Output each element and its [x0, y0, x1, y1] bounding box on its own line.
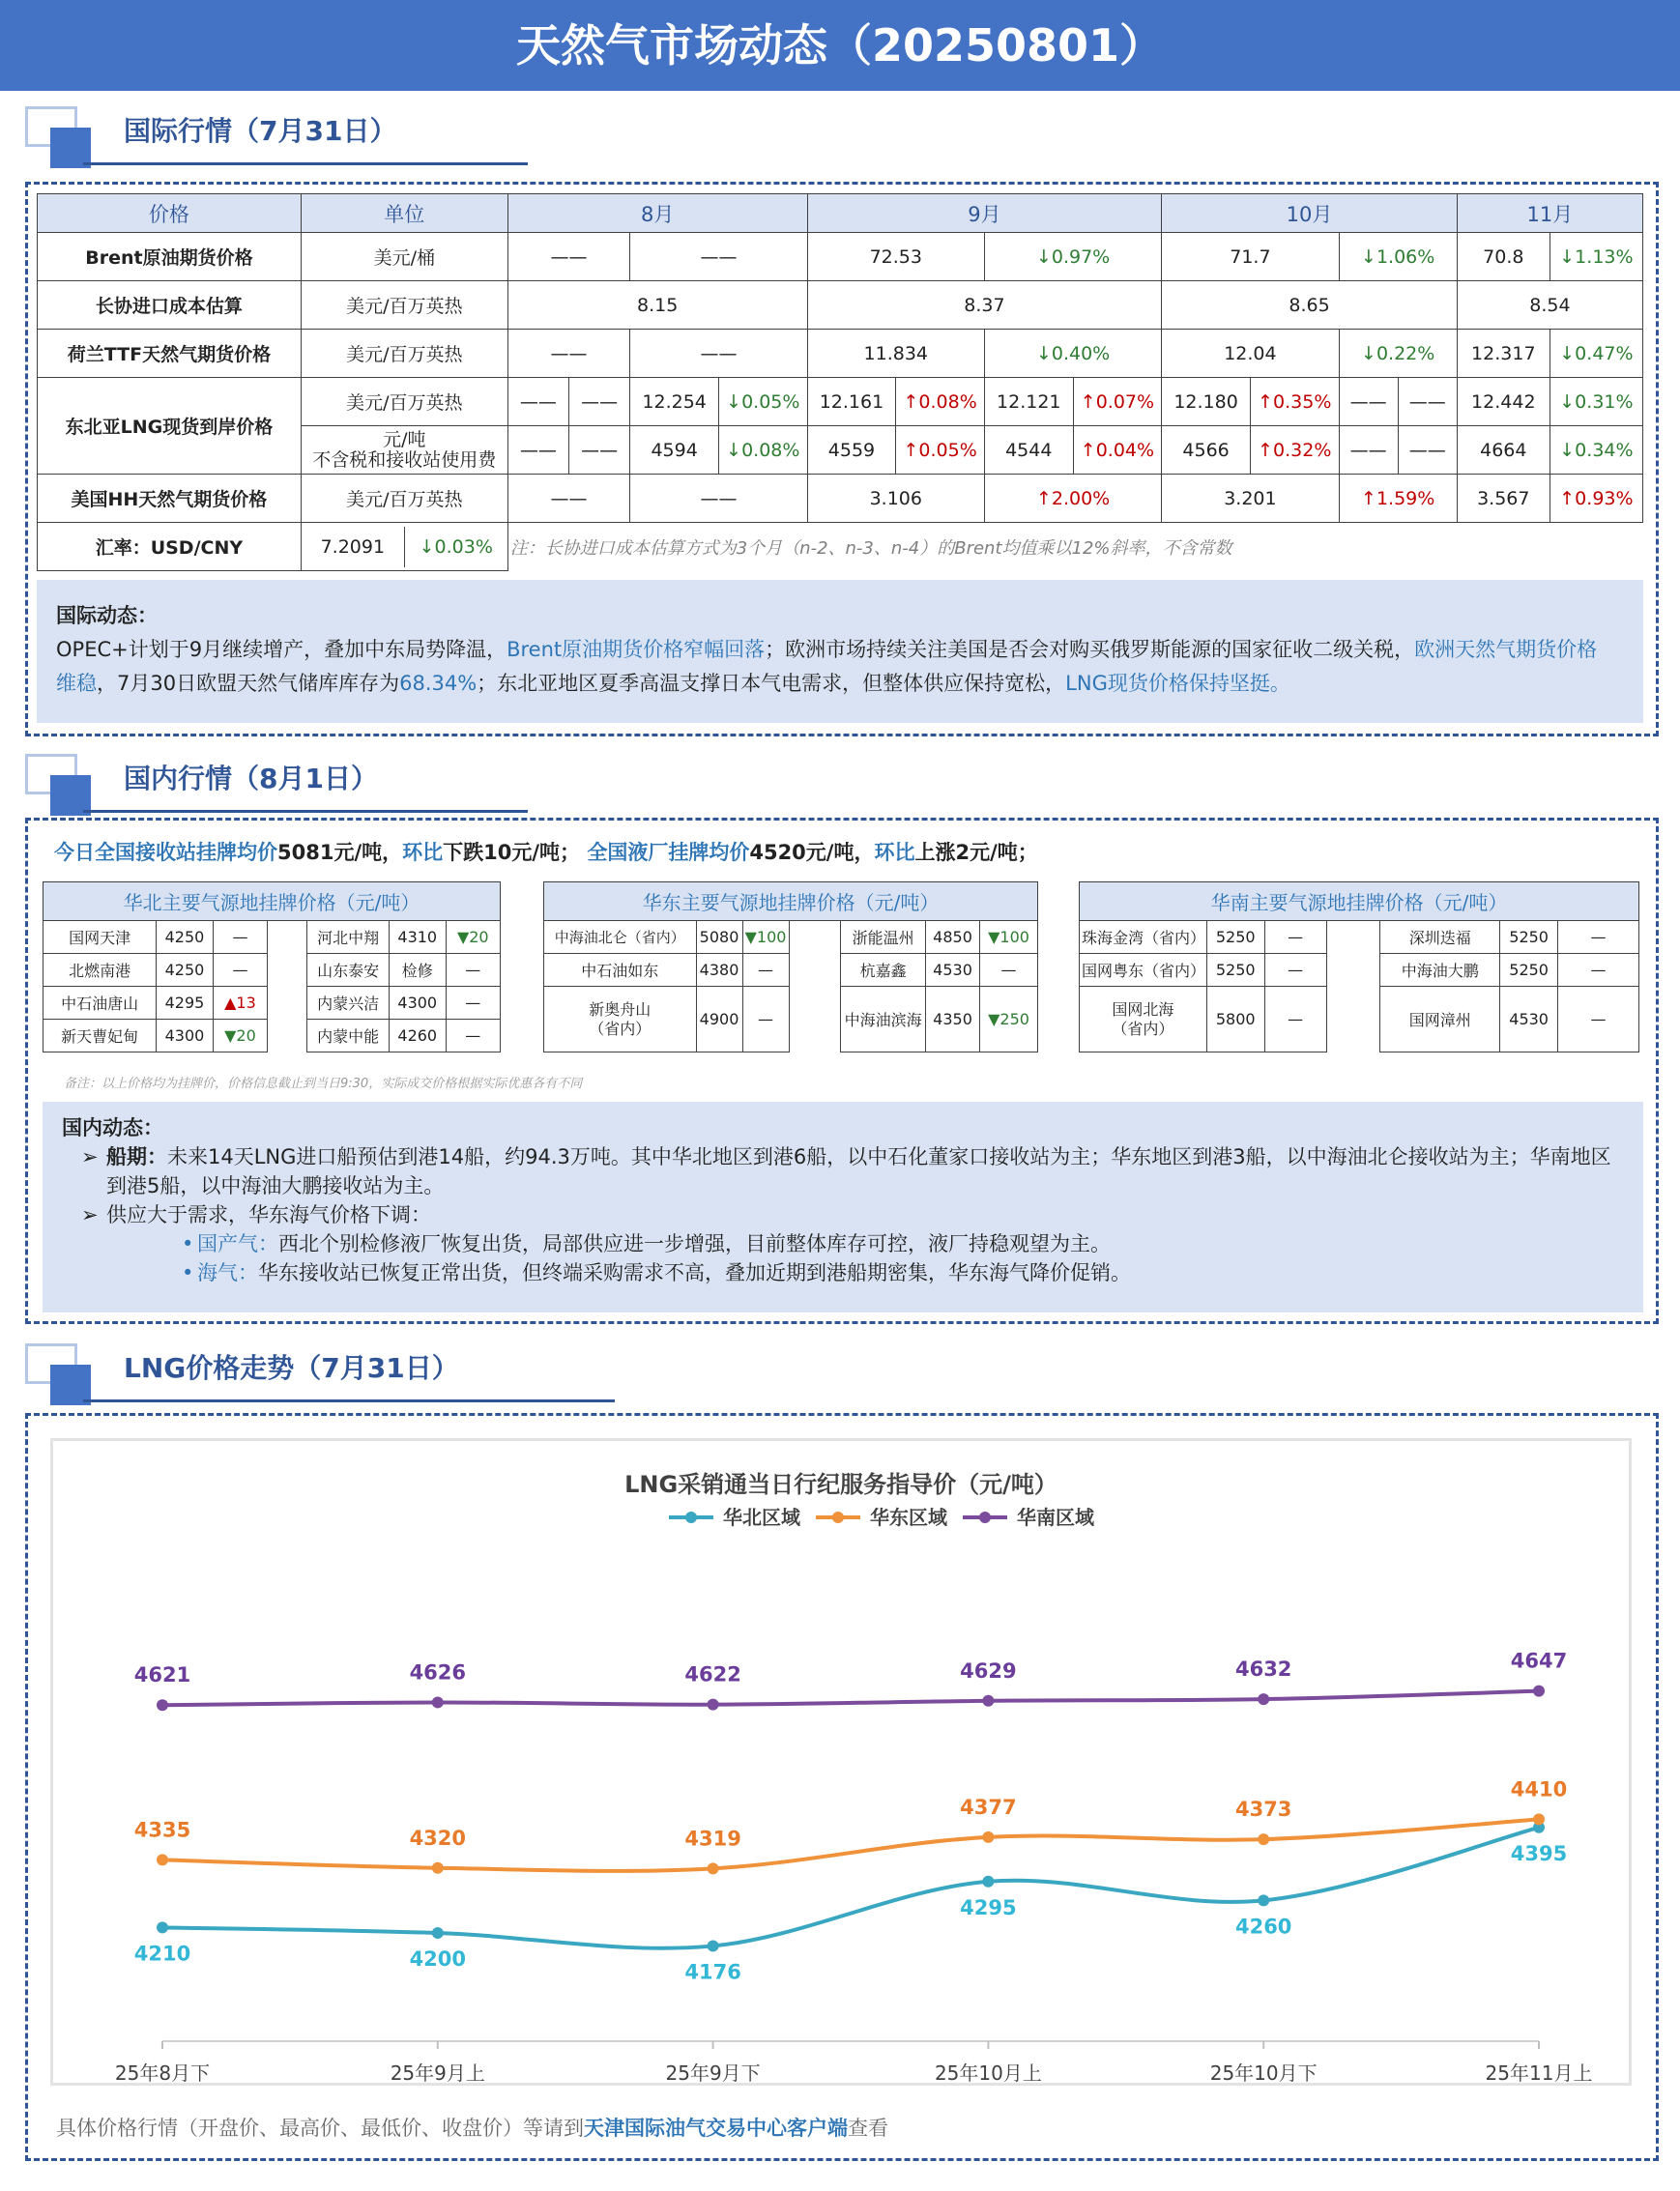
intl-note: 注：长协进口成本估算方式为3个月（n-2、n-3、n-4）的Brent均值乘以12%斜率，不含常数: [509, 537, 1232, 559]
table-row: 北燃南港 4250 — 山东泰安 检修 —: [43, 954, 501, 987]
data-point: [432, 1862, 444, 1874]
legend-marker: [979, 1512, 991, 1523]
th-nov: 11月: [1457, 194, 1642, 233]
intl-price-table: [37, 193, 1643, 571]
table-row: 珠海金湾（省内） 5250 — 深圳迭福 5250 —: [1080, 921, 1639, 954]
row-lng-ne-usd: 东北亚LNG现货到岸价格 美元/百万英热 —— —— 12.254 ↓0.05% 12.161 ↑0.08% 12.121 ↑0.07% 12.180 ↑0.35% —— —— 12.442 ↓0.31%: [38, 378, 1643, 426]
row-lng-ne-cny: 元/吨 不含税和接收站使用费 —— —— 4594 ↓0.08% 4559 ↑0.05% 4544 ↑0.04% 4566 ↑0.32% —— —— 4664 ↓0.34%: [38, 426, 1643, 475]
table-row: 国网天津 4250 — 河北中翔 4310 ▼20: [43, 921, 501, 954]
data-label: 4320: [409, 1826, 467, 1850]
data-label: 4629: [960, 1658, 1017, 1683]
data-label: 4632: [1234, 1658, 1292, 1682]
row-ttf: 荷兰TTF天然气期货价格 美元/百万英热 —— —— 11.834 ↓0.40% 12.04 ↓0.22% 12.317 ↓0.47%: [38, 330, 1643, 378]
data-point: [1258, 1833, 1269, 1845]
section-header-domestic: [25, 754, 528, 822]
th-unit: 单位: [301, 194, 507, 233]
client-link[interactable]: 天津国际油气交易中心客户端: [584, 2117, 848, 2140]
table-row: 中石油唐山 4295 ▲13 内蒙兴洁 4300 —: [43, 987, 501, 1020]
section-title-domestic: 国内行情（8月1日）: [124, 763, 378, 794]
x-tick-label: 25年10月下: [1209, 2061, 1318, 2085]
th-price: 价格: [38, 194, 302, 233]
north-price-table: 华北主要气源地挂牌价格（元/吨） 国网天津 4250 — 河北中翔 4310 ▼20 北燃南港 4250 — 山东泰安 检修 — 中石油唐山 4295 ▲13 内蒙兴洁 4300 — 新天曹妃甸 4300 ▼20 内蒙中能 4260 —: [43, 881, 501, 1052]
data-point: [982, 1695, 994, 1707]
x-tick-label: 25年10月上: [934, 2061, 1042, 2085]
row-longxie: 长协进口成本估算 美元/百万英热 8.15 8.37 8.65 8.54: [38, 281, 1643, 330]
row-brent: Brent原油期货价格 美元/桶 —— —— 72.53 ↓0.97% 71.7 ↓1.06% 70.8 ↓1.13%: [38, 233, 1643, 281]
data-point: [157, 1854, 168, 1865]
footer: 具体价格行情（开盘价、最高价、最低价、收盘价）等请到天津国际油气交易中心客户端查看: [56, 2117, 888, 2140]
legend-marker: [685, 1512, 697, 1523]
data-point: [432, 1696, 444, 1708]
x-tick-label: 25年11月上: [1485, 2061, 1593, 2085]
data-label: 4410: [1510, 1777, 1568, 1802]
data-label: 4647: [1510, 1649, 1568, 1673]
data-point: [982, 1876, 994, 1888]
data-point: [432, 1927, 444, 1939]
data-point: [157, 1921, 168, 1933]
section-title-lng: LNG价格走势（7月31日）: [124, 1352, 459, 1384]
data-point: [708, 1940, 719, 1951]
section-header-lng: [25, 1343, 624, 1411]
x-tick-label: 25年9月下: [665, 2061, 761, 2085]
domestic-news: 国内动态： ➢ 船期：未来14天LNG进口船预估到港14船，约94.3万吨。其中华北地区到港6船，以中石化董家口接收站为主；华东地区到港3船，以中海油北仑接收站为主；华南地区 到港5船，以中海油大鹏接收站为主。 ➢ 供应大于需求，华东海气价格下调： • 国产气：西北个别检修液厂恢复出货，局部供应进一步增强，目前整体库存可控，液厂持稳观望为主。 • 海气：华东接收站已恢复正常出货，但终端采购需求不高，叠加近期到港船期密集，华东海气降价促销。: [43, 1102, 1643, 1312]
data-label: 4210: [133, 1942, 191, 1966]
data-point: [1533, 1686, 1545, 1697]
x-tick-label: 25年8月下: [114, 2061, 211, 2085]
legend-label: 华北区域: [723, 1506, 800, 1529]
section-header-intl: [25, 106, 528, 174]
table-row: 国网北海 （省内） 5800 — 国网漳州 4530 —: [1080, 987, 1639, 1052]
legend-label: 华南区域: [1017, 1506, 1094, 1529]
data-label: 4319: [684, 1827, 741, 1851]
th-aug: 8月: [507, 194, 807, 233]
south-price-table: 华南主要气源地挂牌价格（元/吨） 珠海金湾（省内） 5250 — 深圳迭福 5250 — 国网粤东（省内） 5250 — 中海油大鹏 5250 — 国网北海 （省内） 5800 — 国网漳州 4530 —: [1079, 881, 1639, 1052]
intl-news: 国际动态： OPEC+计划于9月继续增产，叠加中东局势降温，Brent原油期货价格窄幅回落；欧洲市场持续关注美国是否会对购买俄罗斯能源的国家征收二级关税，欧洲天然气期货价格 维稳，7月30日欧盟天然气储库库存为68.34%；东北亚地区夏季高温支撑日本气电需求，但整体供应保持宽松，LNG现货价格保持坚挺。: [37, 580, 1643, 723]
data-label: 4621: [133, 1663, 191, 1687]
table-row: 中石油如东 4380 — 杭嘉鑫 4530 —: [544, 954, 1038, 987]
data-point: [1258, 1693, 1269, 1705]
table-row: 新天曹妃甸 4300 ▼20 内蒙中能 4260 —: [43, 1020, 501, 1052]
data-label: 4622: [684, 1662, 741, 1686]
row-hh: 美国HH天然气期货价格 美元/百万英热 —— —— 3.106 ↑2.00% 3.201 ↑1.59% 3.567 ↑0.93%: [38, 475, 1643, 523]
data-point: [708, 1699, 719, 1711]
data-label: 4373: [1234, 1798, 1292, 1822]
data-label: 4260: [1234, 1915, 1292, 1939]
data-label: 4335: [133, 1818, 191, 1842]
data-label: 4395: [1510, 1841, 1568, 1865]
row-fx: 汇率：USD/CNY 7.2091 ↓0.03% 注：长协进口成本估算方式为3个月（n-2、n-3、n-4）的Brent均值乘以12%斜率，不含常数: [38, 523, 1643, 571]
th-sep: 9月: [807, 194, 1162, 233]
domestic-summary: 今日全国接收站挂牌均价5081元/吨，环比下跌10元/吨； 全国液厂挂牌均价4520元/吨，环比上涨2元/吨；: [54, 841, 1038, 864]
data-point: [708, 1862, 719, 1874]
data-label: 4626: [409, 1660, 467, 1685]
east-price-table: 华东主要气源地挂牌价格（元/吨） 中海油北仑（省内） 5080 ▼100 浙能温州 4850 ▼100 中石油如东 4380 — 杭嘉鑫 4530 — 新奥舟山 （省内） 4900 — 中海油滨海 4350 ▼250: [543, 881, 1038, 1052]
data-point: [1258, 1894, 1269, 1906]
data-label: 4377: [960, 1795, 1017, 1819]
table-row: 新奥舟山 （省内） 4900 — 中海油滨海 4350 ▼250: [544, 987, 1038, 1052]
data-point: [982, 1831, 994, 1843]
table-row: 中海油北仑（省内） 5080 ▼100 浙能温州 4850 ▼100: [544, 921, 1038, 954]
chart-title: LNG采销通当日行纪服务指导价（元/吨）: [624, 1471, 1057, 1498]
data-point: [157, 1699, 168, 1711]
lng-price-chart: [50, 1438, 1632, 2086]
legend-marker: [832, 1512, 844, 1523]
x-tick-label: 25年9月上: [390, 2061, 485, 2085]
legend-label: 华东区域: [870, 1506, 947, 1529]
data-label: 4176: [684, 1960, 741, 1984]
data-label: 4295: [960, 1895, 1017, 1919]
table-note: 备注：以上价格均为挂牌价，价格信息截止到当日9:30，实际成交价格根据实际优惠各有不同: [64, 1077, 583, 1091]
page-title: 天然气市场动态（20250801）: [0, 0, 1680, 91]
th-oct: 10月: [1162, 194, 1458, 233]
data-label: 4200: [409, 1947, 467, 1971]
chart-legend: [669, 1506, 1095, 1529]
section-title-intl: 国际行情（7月31日）: [124, 115, 397, 147]
data-point: [1533, 1813, 1545, 1825]
table-row: 国网粤东（省内） 5250 — 中海油大鹏 5250 —: [1080, 954, 1639, 987]
